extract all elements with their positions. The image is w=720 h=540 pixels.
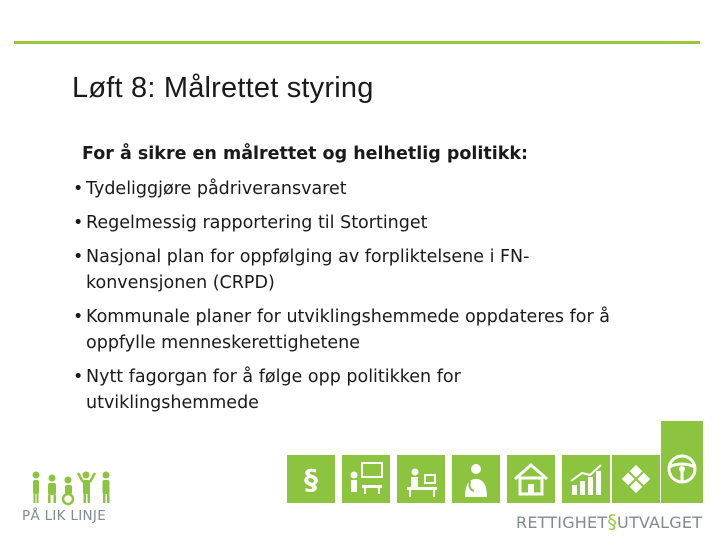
healthcare-icon bbox=[452, 455, 500, 503]
pa-lik-linje-text: PÅ LIK LINJE bbox=[22, 508, 107, 524]
bullet-text: Nasjonal plan for oppfølging av forpliktelsene i FN- konvensjonen (CRPD) bbox=[86, 247, 530, 293]
logo-section-symbol: § bbox=[607, 511, 618, 533]
slide-content bbox=[72, 140, 692, 424]
intro-text: For å sikre en målrettet og helhetlig politikk: bbox=[82, 144, 529, 164]
rettighetsutvalget-logo-text bbox=[516, 511, 702, 533]
bullet-dot: • bbox=[73, 179, 84, 199]
bullet-dot: • bbox=[73, 367, 84, 387]
svg-text:§: § bbox=[304, 463, 318, 496]
bullet-dot: • bbox=[73, 213, 84, 233]
top-accent-rule bbox=[14, 41, 700, 44]
bullet-item bbox=[72, 210, 692, 236]
classroom-icon bbox=[342, 455, 390, 503]
bullet-item bbox=[72, 244, 692, 296]
bullet-list bbox=[72, 176, 692, 416]
bullet-text: Tydeliggjøre pådriveransvaret bbox=[86, 179, 347, 199]
bullet-text: Nytt fagorgan for å følge opp politikken for utviklingshemmede bbox=[86, 367, 461, 413]
puzzle-icon bbox=[612, 455, 660, 503]
logo-prefix: RETTIGHET bbox=[516, 513, 608, 532]
logo-suffix: UTVALGET bbox=[617, 513, 703, 532]
bullet-dot: • bbox=[73, 307, 84, 327]
bullet-item bbox=[72, 304, 692, 356]
slide-title: Løft 8: Målrettet styring bbox=[72, 72, 374, 104]
bullet-text: Kommunale planer for utviklingshemmede oppdateres for å oppfylle menneskerettighetene bbox=[86, 307, 610, 353]
bullet-item bbox=[72, 364, 692, 416]
bullet-dot: • bbox=[73, 247, 84, 267]
people-figures-icon bbox=[30, 470, 130, 506]
paragraph-icon bbox=[287, 455, 335, 503]
pa-lik-linje-logo bbox=[22, 468, 142, 528]
growth-chart-icon bbox=[562, 455, 610, 503]
bullet-text: Regelmessig rapportering til Stortinget bbox=[86, 213, 428, 233]
steering-wheel-icon bbox=[661, 421, 703, 503]
office-icon bbox=[397, 455, 445, 503]
bullet-item bbox=[72, 176, 692, 202]
house-icon bbox=[507, 455, 555, 503]
